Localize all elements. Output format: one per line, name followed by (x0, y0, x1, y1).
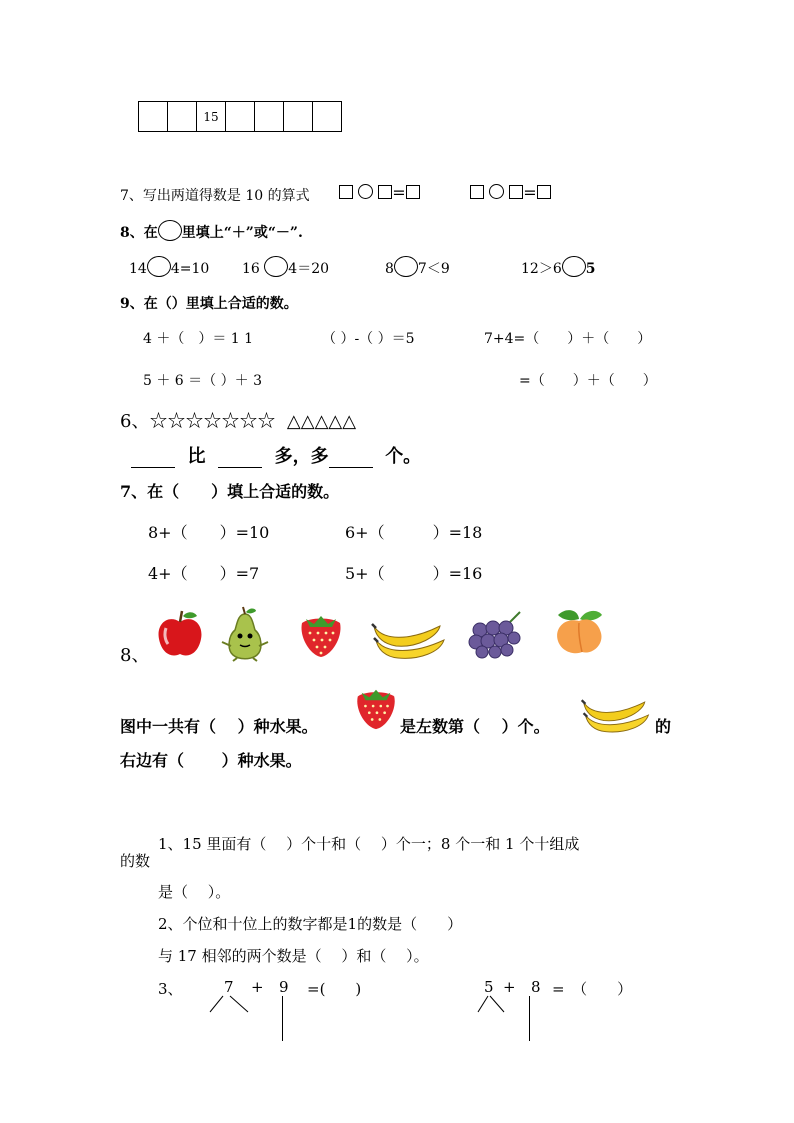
answer-blank[interactable] (131, 449, 175, 468)
grid-cell[interactable] (168, 101, 197, 132)
grid-cell[interactable] (255, 101, 284, 132)
answer-blank[interactable] (218, 449, 262, 468)
q8a-item-3: 8 7＜9 (385, 256, 450, 278)
q8a-item-1: 14 4=10 (129, 256, 209, 277)
q3-eq1-op: + (251, 978, 264, 996)
square-box[interactable] (509, 185, 523, 199)
question-1-line1b: 的数 (120, 852, 151, 870)
q8b-sentence-3: 的 (655, 717, 672, 736)
square-box[interactable] (378, 185, 392, 199)
question-9-title: 9、在（）里填上合适的数。 (120, 296, 298, 312)
question-2-line1: 2、个位和十位上的数字都是1的数是（ ） (158, 915, 463, 933)
q3-eq2-result: = （ ） (552, 980, 633, 998)
question-8a-prefix: 8、在 (120, 225, 158, 241)
strawberry-icon (296, 609, 346, 659)
oval-blank (158, 220, 182, 241)
question-7a (120, 185, 310, 205)
vertical-line (282, 996, 283, 1041)
equation-template-1 (339, 183, 420, 202)
square-box[interactable] (339, 185, 353, 199)
q3-eq1-b: 9 (279, 978, 289, 996)
q3-eq2-b: 8 (531, 978, 541, 996)
equals-sign: = (523, 183, 537, 202)
question-7b-title: 7、在（ ）填上合适的数。 (120, 482, 340, 501)
banana-icon (578, 694, 654, 736)
question-8a-suffix: 里填上“＋”或“－”. (181, 225, 303, 241)
q3-eq2-a: 5 (484, 978, 494, 996)
question-8a (120, 220, 303, 242)
peach-icon (552, 605, 606, 657)
circle-box[interactable] (489, 184, 504, 199)
question-1-line2: 是（ ）。 (158, 883, 231, 901)
question-9-eq5: =（ ）＋（ ） (519, 373, 657, 389)
question-6-shapes (120, 407, 356, 433)
question-7b-eq1: 8+（ ）=10 (148, 523, 270, 542)
question-9-eq4: 5 ＋ 6 ＝（ ）＋ 3 (143, 373, 262, 389)
strawberry-icon (352, 683, 400, 731)
question-7b-eq4: 5+（ ）=16 (345, 564, 483, 583)
question-1-line1: 1、15 里面有（ ）个十和（ ）个一；8 个一和 1 个十组成 (158, 835, 580, 853)
circle-box[interactable] (358, 184, 373, 199)
square-box[interactable] (537, 185, 551, 199)
q8a-item-2: 16 4＝20 (242, 256, 329, 278)
grid-cell: 15 (197, 101, 226, 132)
question-9-eq3: 7+4=（ ）＋（ ） (484, 331, 652, 347)
q3-eq2-op: + (503, 978, 516, 996)
vertical-line (529, 996, 530, 1041)
split-lines-2 (474, 994, 510, 1014)
question-7b-eq2: 6+（ ）=18 (345, 523, 483, 542)
question-9-eq1: 4 ＋（ ）＝ 1 1 (143, 331, 254, 347)
apple-icon (154, 608, 206, 660)
grid-cell[interactable] (226, 101, 255, 132)
question-7b-eq3: 4+（ ）=7 (148, 564, 260, 583)
oval-answer[interactable] (264, 256, 288, 277)
question-3-label: 3、 (158, 980, 183, 998)
question-6-sentence: 比 多，多 个。 (131, 442, 421, 468)
split-lines-1 (200, 994, 260, 1014)
q8a-item-4: 12＞6 5 (521, 256, 595, 278)
square-box[interactable] (470, 185, 484, 199)
stars-row: ☆☆☆☆☆☆☆ (149, 411, 276, 432)
question-8b-label: 8、 (120, 645, 150, 666)
equation-template-2 (470, 183, 551, 202)
oval-answer[interactable] (562, 256, 586, 277)
oval-answer[interactable] (394, 256, 418, 277)
question-6-label: 6、 (120, 411, 150, 432)
q3-eq1-result: =( ) (307, 980, 362, 998)
triangles-row: △△△△△ (286, 411, 357, 432)
answer-blank[interactable] (329, 449, 373, 468)
question-2-line2: 与 17 相邻的两个数是（ ）和（ ）。 (158, 947, 429, 965)
question-9-eq2: （ ）-（ ）＝5 (322, 331, 415, 347)
grape-icon (468, 610, 526, 660)
q8b-sentence-2: 是左数第（ ）个。 (400, 717, 550, 736)
question-7a-text: 7、写出两道得数是 10 的算式 (120, 188, 310, 204)
equals-sign: = (392, 183, 406, 202)
pear-icon (219, 606, 271, 662)
grid-cell[interactable] (284, 101, 313, 132)
number-grid (138, 101, 342, 132)
grid-cell[interactable] (139, 101, 168, 132)
oval-answer[interactable] (147, 256, 171, 277)
q8b-sentence-1: 图中一共有（ ）种水果。 (120, 717, 318, 736)
q3-eq1-a: 7 (224, 978, 234, 996)
grid-cell[interactable] (313, 101, 342, 132)
banana-icon (368, 618, 450, 662)
square-box[interactable] (406, 185, 420, 199)
q8b-sentence-4: 右边有（ ）种水果。 (120, 751, 302, 770)
